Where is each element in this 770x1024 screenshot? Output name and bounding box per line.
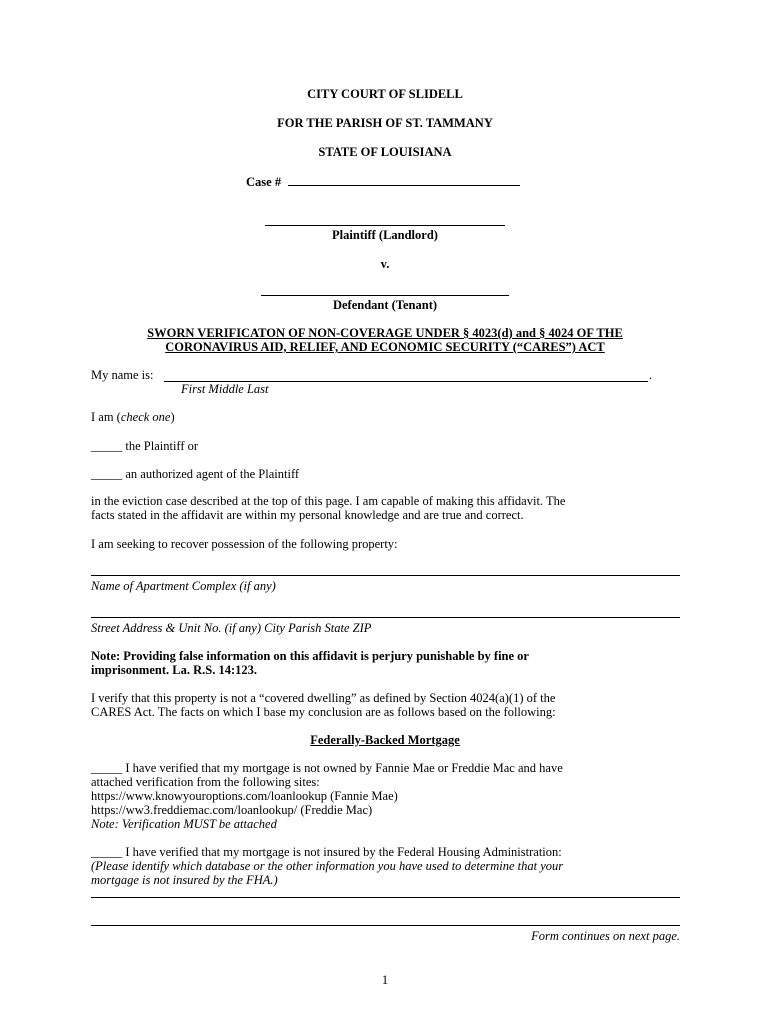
name-label: My name is: <box>91 368 154 382</box>
fannie-freddie-line-2: attached verification from the following sites: <box>91 775 320 789</box>
name-period: . <box>649 368 653 382</box>
freddie-mac-url[interactable]: https://ww3.freddiemac.com/loanlookup/ (Freddie Mac) <box>91 803 373 817</box>
fannie-freddie-line-1: _____ I have verified that my mortgage is not owned by Fannie Mae or Freddie Mac and have <box>91 761 563 775</box>
parish-name: FOR THE PARISH OF ST. TAMMANY <box>277 116 493 130</box>
apartment-name-field[interactable] <box>91 575 680 576</box>
state-name: STATE OF LOUISIANA <box>318 145 452 159</box>
seeking-paragraph: I am seeking to recover possession of the following property: <box>91 537 398 551</box>
iam-check-one: check one <box>120 410 171 424</box>
iam-suffix: ) <box>170 410 175 424</box>
defendant-name-field[interactable] <box>261 295 509 296</box>
fha-explanation-field-1[interactable] <box>91 897 680 898</box>
fha-line-2: (Please identify which database or the other information you have used to determine that your <box>91 859 564 873</box>
fha-line-3: mortgage is not insured by the FHA.) <box>91 873 278 887</box>
form-continues-note: Form continues on next page. <box>531 929 680 943</box>
iam-label <box>91 410 175 425</box>
mortgage-heading: Federally-Backed Mortgage <box>310 733 460 747</box>
fha-explanation-field-2[interactable] <box>91 925 680 926</box>
plaintiff-name-field[interactable] <box>265 225 505 226</box>
versus-label: v. <box>380 257 390 271</box>
apartment-hint: Name of Apartment Complex (if any) <box>91 579 276 593</box>
case-label: Case # <box>246 175 282 189</box>
case-number-field[interactable] <box>288 173 520 186</box>
option-agent-blank[interactable]: _____ <box>91 467 123 481</box>
form-title-line-2: CORONAVIRUS AID, RELIEF, AND ECONOMIC SECURITY (“CARES”) ACT <box>165 340 605 354</box>
case-number-row <box>246 173 520 190</box>
form-title-line-1: SWORN VERIFICATON OF NON-COVERAGE UNDER § 4023(d) and § 4024 OF THE <box>147 326 623 340</box>
defendant-label: Defendant (Tenant) <box>332 298 438 312</box>
option-agent[interactable] <box>91 467 299 482</box>
fha-line-1: _____ I have verified that my mortgage is not insured by the Federal Housing Administration: <box>91 845 562 859</box>
fannie-mae-url[interactable]: https://www.knowyouroptions.com/loanlookup (Fannie Mae) <box>91 789 398 803</box>
eviction-paragraph-line-1: in the eviction case described at the top of this page. I am capable of making this affidavit. The <box>91 494 566 508</box>
option-agent-label: an authorized agent of the Plaintiff <box>122 467 300 481</box>
address-field[interactable] <box>91 617 680 618</box>
eviction-paragraph-line-2: facts stated in the affidavit are within my personal knowledge and are true and correct. <box>91 508 524 522</box>
address-hint: Street Address & Unit No. (if any) City Parish State ZIP <box>91 621 372 635</box>
plaintiff-label: Plaintiff (Landlord) <box>332 228 438 242</box>
iam-prefix: I am ( <box>91 410 121 424</box>
perjury-note-line-2: imprisonment. La. R.S. 14:123. <box>91 663 257 677</box>
page-number: 1 <box>381 973 389 987</box>
verification-attached-note: Note: Verification MUST be attached <box>91 817 277 831</box>
option-plaintiff-label: the Plaintiff or <box>122 439 199 453</box>
option-plaintiff[interactable] <box>91 439 198 454</box>
verify-paragraph-line-1: I verify that this property is not a “covered dwelling” as defined by Section 4024(a)(1) of the <box>91 691 556 705</box>
perjury-note-line-1: Note: Providing false information on this affidavit is perjury punishable by fine or <box>91 649 529 663</box>
court-name: CITY COURT OF SLIDELL <box>307 87 463 101</box>
option-plaintiff-blank[interactable]: _____ <box>91 439 123 453</box>
name-hint: First Middle Last <box>181 382 269 396</box>
verify-paragraph-line-2: CARES Act. The facts on which I base my conclusion are as follows based on the following: <box>91 705 556 719</box>
